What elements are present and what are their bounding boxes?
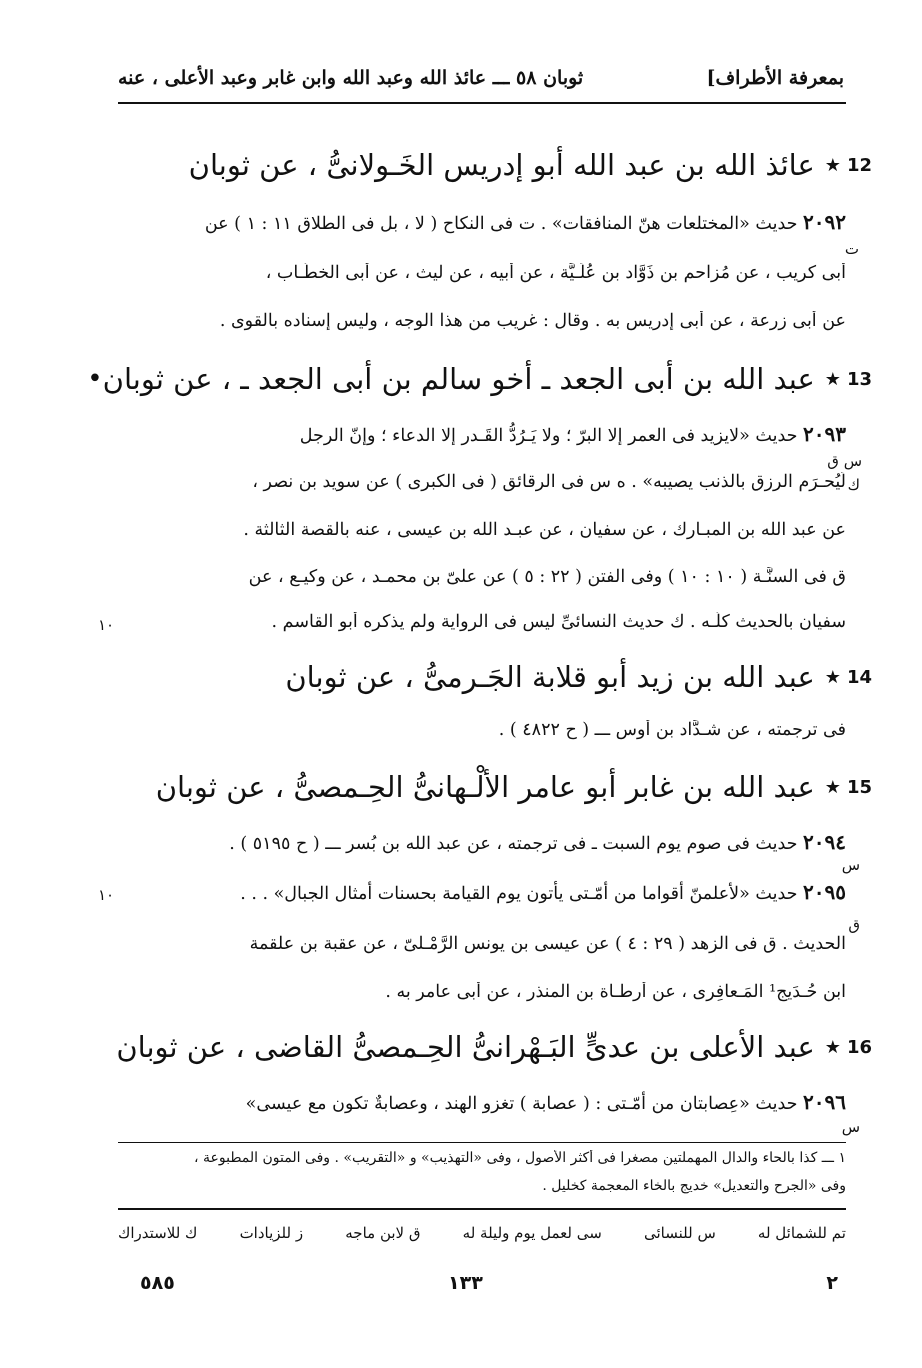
text-line: فى ترجمته ، عن شـدَّاد بن أوس ـــ ( ح ٤٨٢٢ ) . [498, 720, 846, 740]
header-rule [118, 102, 846, 104]
header-title: ثوبان ٥٨ ـــ عائذ الله وعبد الله وابن غابر وعبد الأعلى ، عنه [118, 67, 584, 89]
abbr-item: ق لابن ماجه [345, 1224, 421, 1242]
footnote-rule [118, 1142, 846, 1143]
text-line: سفيان بالحديث كلّـه . ك حديث النسائىِّ ليس فى الرواية ولم يذكره أبو القاسم . [271, 612, 846, 632]
star-icon: ★ [824, 666, 841, 688]
text-line: ٢٠٩٦ حديث «عِصابتان من أمّـتى : ( عصابة ) تغزو الهند ، وعصابةٌ تكون مع عيسى» [245, 1090, 846, 1114]
entry-heading-14: 14 ★ عبد الله بن زيد أبو قلابة الجَـرمىُّ ، عن ثوبان [285, 660, 872, 694]
header-left: بمعرفة الأطراف] [706, 67, 844, 89]
text-line: ٢٠٩٤ حديث فى صوم يوم السبت ـ فى ترجمته ، عن عبد الله بن بُسر ـــ ( ح ٥١٩٥ ) . [229, 830, 846, 854]
entry-number: 12 [846, 154, 872, 176]
text-line: ابن حُـدَيج¹ المَـعافِرى ، عن أرطـاة بن المنذر ، عن أبى عامر به . [385, 982, 846, 1002]
text-line: عن عبد الله بن المبـارك ، عن سفيان ، عن عبـد الله بن عيسى ، عنه بالقصة الثالثة . [243, 520, 846, 540]
text-line: لَيُحـرَم الرزق بالذنب يصيبه» . ه س فى الرقائق ( فى الكبرى ) عن سويد بن نصر ، [252, 472, 846, 492]
abbr-item: تم للشمائل له [757, 1224, 846, 1242]
source-code: س [841, 856, 860, 874]
entry-heading-13: 13 ★ عبد الله بن أبى الجعد ـ أخو سالم بن أبى الجعد ـ ، عن ثوبان • [110, 362, 872, 396]
star-icon: ★ [824, 154, 841, 176]
hadith-number: ٢٠٩٤ [803, 830, 846, 854]
footnote-line: وفى «الجرح والتعديل» خديج بالخاء المعجمة كخليل . [542, 1178, 846, 1194]
abbreviation-rule [118, 1208, 846, 1210]
abbr-item: ك للاستدراك [118, 1224, 198, 1242]
source-code: س [841, 1118, 860, 1136]
hadith-number: ٢٠٩٦ [803, 1090, 846, 1114]
hadith-number: ٢٠٩٢ [803, 210, 846, 234]
abbr-item: س للنسائى [643, 1224, 716, 1242]
abbr-item: ز للزيادات [239, 1224, 304, 1242]
text-line: ٢٠٩٣ حديث «لايزيد فى العمر إلا البرّ ؛ ولا يَـرُدُّ القَـدر إلا الدعاء ؛ وإنّ الرجل [299, 422, 846, 446]
page-number-right: ٢ [826, 1272, 838, 1294]
abbreviation-key [118, 1224, 846, 1242]
entry-heading-16: 16 ★ عبد الأعلى بن عدىٍّ البَـهْرانىُّ الحِـمصىُّ القاضى ، عن ثوبان [116, 1030, 872, 1064]
entry-heading-15: 15 ★ عبد الله بن غابر أبو عامر الألْـهانىُّ الحِـمصىُّ ، عن ثوبان [155, 770, 872, 804]
text-line: ق فى السنَّـة ( ١٠ : ١٠ ) وفى الفتن ( ٢٢ : ٥ ) عن علىّ بن محمـد ، عن وكيـع ، عن [248, 567, 846, 587]
line-number-margin: ١٠ [98, 616, 115, 634]
source-code: ت [844, 240, 859, 258]
entry-title: عائذ الله بن عبد الله أبو إدريس الخَـولانىُّ ، عن ثوبان [188, 148, 815, 182]
text-line: عن أبى زرعة ، عن أبى إدريس به . وقال : غريب من هذا الوجه ، وليس إسناده بالقوى . [219, 311, 846, 331]
abbr-item: سى لعمل يوم وليلة له [462, 1224, 602, 1242]
entry-heading-12 [110, 148, 872, 182]
star-icon: ★ [824, 1036, 841, 1058]
page-number-left: ٥٨٥ [140, 1272, 175, 1294]
text-line: أبى كريب ، عن مُزاحم بن ذَوَّاد بن عُلَـيَّة ، عن أبيه ، عن ليث ، عن أبى الخطَّـاب ، [265, 263, 846, 283]
source-code: ك [847, 476, 860, 494]
star-icon: ★ [824, 368, 841, 390]
source-code: س ق [827, 452, 862, 470]
running-header [118, 58, 844, 98]
hadith-number: ٢٠٩٣ [803, 422, 846, 446]
bullet-mark: • [87, 364, 103, 394]
hadith-number: ٢٠٩٥ [803, 880, 846, 904]
source-code: ق [848, 916, 860, 934]
footnote-line: ١ ـــ كذا بالحاء والدال المهملتين مصغرا فى أكثر الأصول ، وفى «التهذيب» و «التقريب» . وفى المتون المطبوعة ، [194, 1150, 846, 1166]
line-number-margin: ١٠ [98, 886, 115, 904]
text-line: ٢٠٩٥ حديث «لأعلمنّ أقواما من أمّـتى يأتون يوم القيامة بحسنات أمثال الجبال» . . . [240, 880, 846, 904]
text-line: الحديث . ق فى الزهد ( ٢٩ : ٤ ) عن عيسى بن يونس الرَّمْـلىّ ، عن عقبة بن علقمة [249, 934, 846, 954]
star-icon: ★ [824, 776, 841, 798]
page-number-center: ١٣٣ [448, 1272, 483, 1294]
text-line: ٢٠٩٢ حديث «المختلعات هنّ المنافقات» . ت فى النكاح ( لا ، بل فى الطلاق ١١ : ١ ) عن [204, 210, 846, 234]
